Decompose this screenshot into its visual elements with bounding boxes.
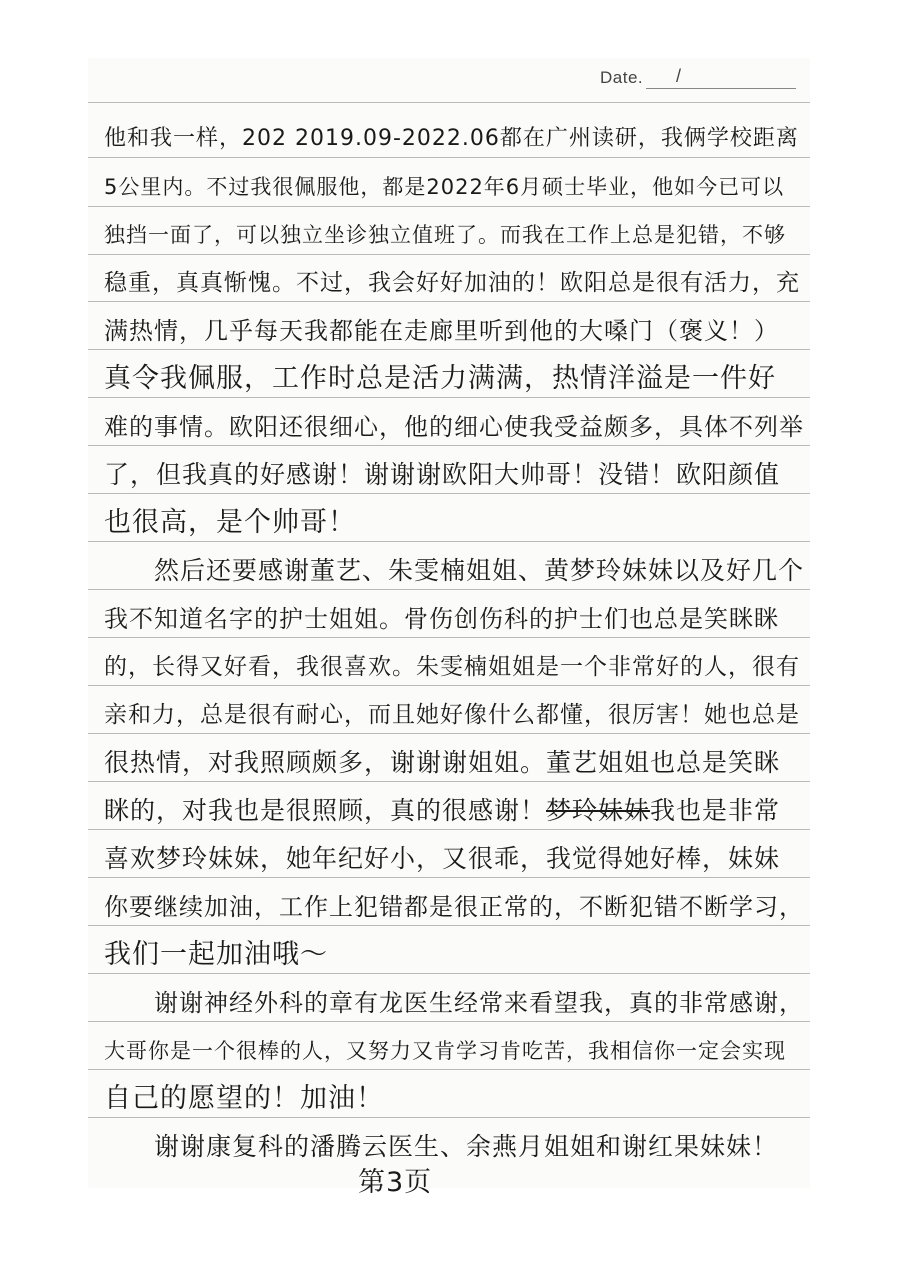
handwritten-line: 了，但我真的好感谢！谢谢谢欧阳大帅哥！没错！欧阳颜值 (104, 460, 781, 489)
handwritten-line: 满热情，几乎每天我都能在走廊里听到他的大嗓门（褒义！） (104, 317, 779, 345)
handwritten-line: 也很高，是个帅哥！ (104, 507, 356, 538)
handwritten-line: 真令我佩服，工作时总是活力满满，热情洋溢是一件好 (104, 363, 776, 394)
handwritten-line: 亲和力，总是很有耐心，而且她好像什么都懂，很厉害！她也总是 (104, 702, 800, 728)
handwritten-line: 喜欢梦玲妹妹，她年纪好小，又很乖，我觉得她好棒，妹妹 (104, 844, 781, 873)
notebook-page (88, 58, 810, 1198)
handwritten-line: 5公里内。不过我很佩服他，都是2022年6月硕士毕业，他如今已可以 (104, 175, 785, 199)
handwritten-line: 大哥你是一个很棒的人，又努力又肯学习肯吃苦，我相信你一定会实现 (104, 1039, 786, 1063)
handwritten-line: 然后还要感谢董艺、朱雯楠姐姐、黄梦玲妹妹以及好几个 (154, 556, 805, 585)
handwritten-line: 难的事情。欧阳还很细心，他的细心使我受益颇多，具体不列举 (104, 413, 804, 441)
handwritten-line: 很热情，对我照顾颇多，谢谢谢姐姐。董艺姐姐也总是笑眯 (104, 748, 781, 777)
page-number: 第3页 (358, 1167, 433, 1198)
handwritten-line: 我们一起加油哦～ (104, 939, 328, 970)
handwritten-line: 稳重，真真惭愧。不过，我会好好加油的！欧阳总是很有活力，充 (104, 270, 800, 296)
ruled-line (88, 254, 810, 255)
struck-text: 梦玲妹妹 (546, 796, 651, 825)
ruled-line (88, 102, 810, 103)
handwritten-line: 你要继续加油，工作上犯错都是很正常的，不断犯错不断学习， (104, 893, 804, 921)
handwritten-line: 谢谢康复科的潘腾云医生、余燕月姐姐和谢红果妹妹！ (154, 1132, 779, 1161)
ruled-line (88, 206, 810, 207)
date-separator: / (676, 66, 682, 86)
handwritten-line: 眯的，对我也是很照顾，真的很感谢！梦玲妹妹我也是非常 (104, 796, 781, 825)
handwritten-line: 自己的愿望的！加油！ (104, 1083, 384, 1114)
handwritten-line: 我不知道名字的护士姐姐。骨伤创伤科的护士们也总是笑眯眯 (104, 605, 779, 633)
date-label: Date. (600, 68, 644, 87)
handwritten-line: 他和我一样，202 2019.09-2022.06都在广州读研，我俩学校距离 (104, 126, 799, 151)
date-line (646, 88, 796, 89)
handwritten-line: 的，长得又好看，我很喜欢。朱雯楠姐姐是一个非常好的人，很有 (104, 654, 800, 680)
handwritten-line: 独挡一面了，可以独立坐诊独立值班了。而我在工作上总是犯错，不够 (104, 223, 786, 247)
handwritten-line: 谢谢神经外科的章有龙医生经常来看望我，真的非常感谢， (154, 989, 804, 1017)
